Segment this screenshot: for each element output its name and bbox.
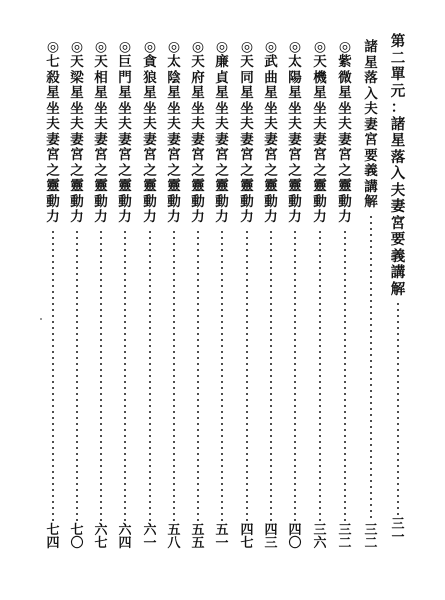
entry-title: 天 府 星 坐 夫 妻 宮 之 靈 動 力 xyxy=(191,54,205,225)
toc-entry[interactable] xyxy=(212,40,232,550)
page-number: 四 七 xyxy=(240,523,254,551)
toc-entry[interactable] xyxy=(91,40,111,550)
entry-title: 廉 貞 星 坐 夫 妻 宮 之 靈 動 力 xyxy=(215,54,229,225)
scan-speck xyxy=(40,318,42,320)
toc-entry[interactable] xyxy=(261,40,281,550)
dot-leader xyxy=(294,229,296,522)
toc-title-column xyxy=(388,34,408,544)
dot-leader xyxy=(173,229,175,522)
entry-title: 天 同 星 坐 夫 妻 宮 之 靈 動 力 xyxy=(240,54,254,225)
entry-title: 巨 門 星 坐 夫 妻 宮 之 靈 動 力 xyxy=(118,54,132,225)
page-number: 六 七 xyxy=(94,523,108,551)
entry-title: 天 機 星 坐 夫 妻 宮 之 靈 動 力 xyxy=(313,54,327,225)
dot-leader xyxy=(52,229,54,522)
entry-title: 太 陽 星 坐 夫 妻 宮 之 靈 動 力 xyxy=(288,54,302,225)
dot-leader xyxy=(100,229,102,522)
section-heading: 諸 星 落 入 夫 妻 宮 要 義 講 解 xyxy=(364,39,378,210)
bullet-mark-icon: ◎ xyxy=(215,39,229,55)
bullet-mark-icon: ◎ xyxy=(70,39,84,55)
toc-entry[interactable] xyxy=(335,40,355,550)
page-number: 四 三 xyxy=(264,523,278,551)
bullet-mark-icon: ◎ xyxy=(143,39,157,55)
dot-leader xyxy=(270,229,272,522)
page-number: 三 一 xyxy=(391,517,405,545)
entry-title: 七 殺 星 坐 夫 妻 宮 之 靈 動 力 xyxy=(46,54,60,225)
entry-title: 紫 微 星 坐 夫 妻 宮 之 靈 動 力 xyxy=(338,54,352,225)
bullet-mark-icon: ◎ xyxy=(46,39,60,55)
bullet-mark-icon: ◎ xyxy=(94,39,108,55)
page-number: 七 四 xyxy=(46,523,60,551)
toc-entry[interactable] xyxy=(285,40,305,550)
entry-title: 天 相 星 坐 夫 妻 宮 之 靈 動 力 xyxy=(94,54,108,225)
toc-entry[interactable] xyxy=(310,40,330,550)
bullet-mark-icon: ◎ xyxy=(167,39,181,55)
entry-title: 太 陰 星 坐 夫 妻 宮 之 靈 動 力 xyxy=(167,54,181,225)
bullet-mark-icon: ◎ xyxy=(338,39,352,55)
toc-entry[interactable] xyxy=(164,40,184,550)
unit-title: 第 二 單 元 ： 諸 星 落 入 夫 妻 宮 要 義 講 解 xyxy=(390,33,406,298)
dot-leader xyxy=(197,229,199,522)
page-number: 三 六 xyxy=(313,523,327,551)
entry-title: 貪 狼 星 坐 夫 妻 宮 之 靈 動 力 xyxy=(143,54,157,225)
page-number: 六 四 xyxy=(118,523,132,551)
toc-entry[interactable] xyxy=(115,40,135,550)
toc-subtitle-column xyxy=(361,40,381,550)
page-number: 五 五 xyxy=(191,523,205,551)
page-number: 五 一 xyxy=(215,523,229,551)
dot-leader xyxy=(221,229,223,522)
dot-leader xyxy=(397,301,399,515)
entry-title: 天 梁 星 坐 夫 妻 宮 之 靈 動 力 xyxy=(70,54,84,225)
dot-leader xyxy=(370,214,372,522)
toc-entry[interactable] xyxy=(188,40,208,550)
toc-entry[interactable] xyxy=(237,40,257,550)
bullet-mark-icon: ◎ xyxy=(313,39,327,55)
entry-title: 武 曲 星 坐 夫 妻 宮 之 靈 動 力 xyxy=(264,54,278,225)
dot-leader xyxy=(344,229,346,522)
toc-entry[interactable] xyxy=(43,40,63,550)
bullet-mark-icon: ◎ xyxy=(288,39,302,55)
bullet-mark-icon: ◎ xyxy=(191,39,205,55)
dot-leader xyxy=(149,229,151,522)
page-number: 六 一 xyxy=(143,523,157,551)
page-number: 七 〇 xyxy=(70,523,84,551)
bullet-mark-icon: ◎ xyxy=(118,39,132,55)
toc-entry[interactable] xyxy=(67,40,87,550)
page-number: 四 〇 xyxy=(288,523,302,551)
dot-leader xyxy=(319,229,321,522)
dot-leader xyxy=(124,229,126,522)
toc-entry[interactable] xyxy=(140,40,160,550)
page-number: 五 八 xyxy=(167,523,181,551)
bullet-mark-icon: ◎ xyxy=(264,39,278,55)
dot-leader xyxy=(246,229,248,522)
page-number: 三 二 xyxy=(338,523,352,551)
page-number: 三 二 xyxy=(364,523,378,551)
bullet-mark-icon: ◎ xyxy=(240,39,254,55)
dot-leader xyxy=(76,229,78,522)
